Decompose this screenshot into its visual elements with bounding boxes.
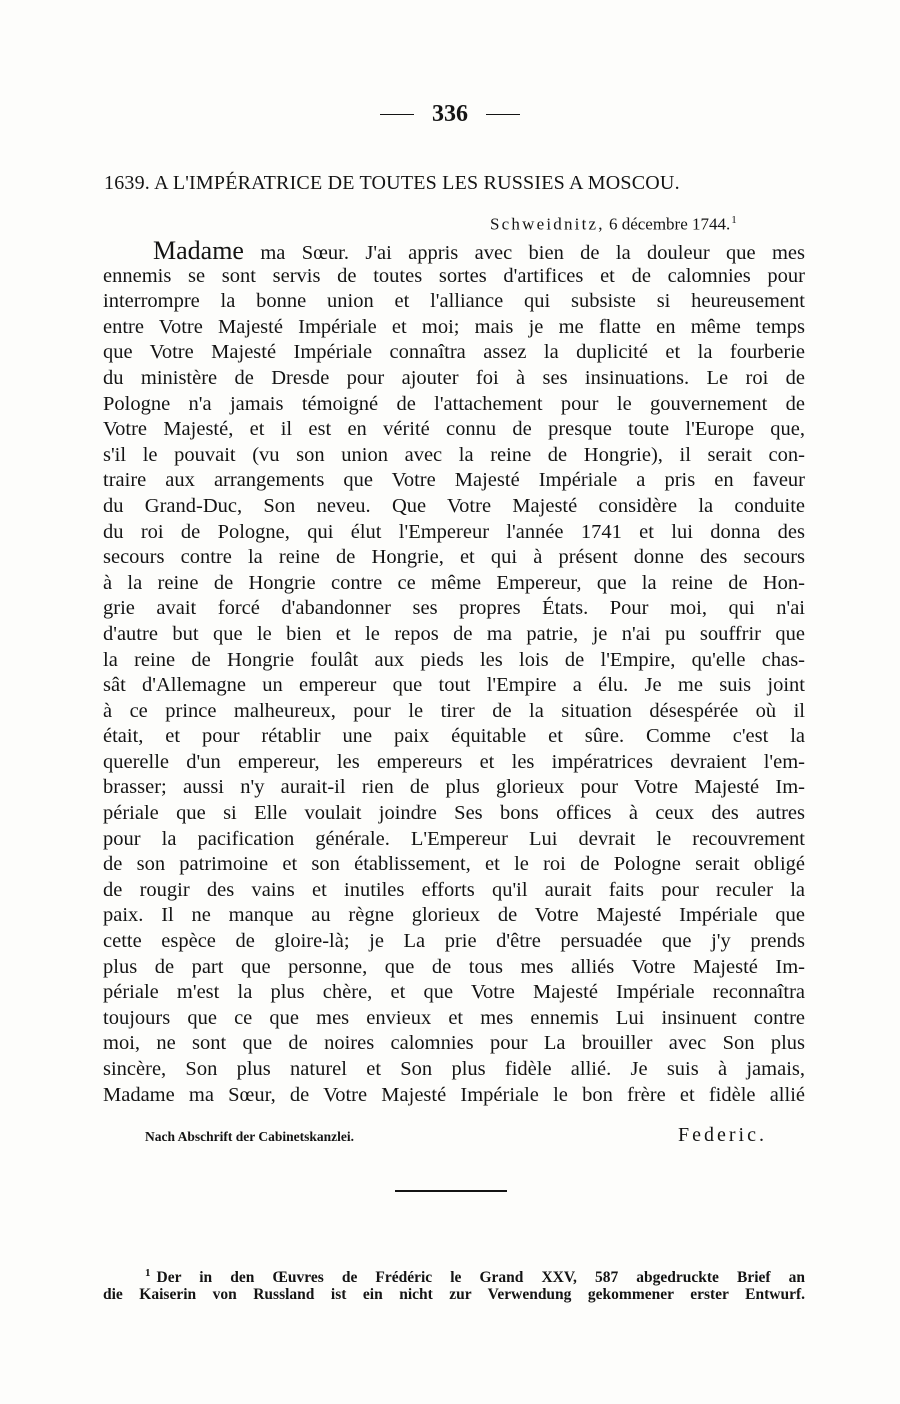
body-line: plus de part que personne, que de tous mes alliés Votre Majesté Im- (103, 955, 805, 978)
body-line: s'il le pouvait (vu son union avec la reine de Hongrie), il serait con- (103, 443, 805, 466)
body-line: grie avait forcé d'abandonner ses propres États. Pour moi, qui n'ai (103, 597, 805, 620)
body-line: la reine de Hongrie foulât aux pieds les lois de l'Empire, qu'elle chas- (103, 648, 805, 671)
body-line: que Votre Majesté Impériale connaîtra assez la duplicité et la fourberie (103, 341, 805, 364)
body-line: périale que si Elle voulait joindre Ses bons offices à ceux des autres (103, 802, 805, 825)
footnotes (103, 1263, 805, 1305)
letter-body (103, 238, 805, 1108)
page-header (0, 101, 900, 128)
body-line: de son patrimoine et son établissement, et le roi de Pologne serait obligé (103, 853, 805, 876)
header-dash-left (380, 114, 414, 116)
body-line: toujours que ce que mes envieux et mes ennemis Lui insinuent contre (103, 1006, 805, 1029)
footnote-separator (395, 1190, 507, 1192)
body-line: interrompre la bonne union et l'alliance qui subsiste si heureusement (103, 290, 805, 313)
footnote-mark: 1 (145, 1267, 151, 1279)
body-line: brasser; aussi n'y aurait-il rien de plus glorieux pour Votre Majesté Im- (103, 776, 805, 799)
body-line: pour la pacification générale. L'Empereur Lui devrait le recouvrement (103, 827, 805, 850)
body-line: Votre Majesté, et il est en vérité connu de presque toute l'Europe que, (103, 418, 805, 441)
body-line: entre Votre Majesté Impériale et moi; mais je me flatte en même temps (103, 315, 805, 338)
footnote-reference: 1 (731, 214, 737, 226)
body-line: cette espèce de gloire-là; je La prie d'être persuadée que j'y prends (103, 930, 805, 953)
body-line: du Grand-Duc, Son neveu. Que Votre Majesté considère la conduite (103, 494, 805, 517)
body-line: était, et pour rétablir une paix équitable et sûre. Comme c'est la (103, 725, 805, 748)
dateline (490, 214, 810, 235)
salutation-word: Madame (153, 236, 244, 265)
letter-title: 1639. A L'IMPÉRATRICE DE TOUTES LES RUSSIES A MOSCOU. (104, 172, 680, 194)
body-line: sincère, Son plus naturel et Son plus fidèle allié. Je suis à jamais, (103, 1058, 805, 1080)
header-dash-right (486, 114, 520, 116)
body-line: à ce prince malheureux, pour le tirer de la situation désespérée où il (103, 699, 805, 722)
footnote-line: $^1$ Der in den Œuvres de Frédéric le Grand XXV, 587 abgedruckte Brief an (145, 1267, 805, 1287)
body-line: d'autre but que le bien et le repos de ma patrie, je n'ai pu souffrir que (103, 622, 805, 645)
body-line: ennemis se sont servis de toutes sortes d'artifices et de calomnies pour (103, 264, 805, 287)
body-line: du ministère de Dresde pour ajouter foi à ses insinuations. Le roi de (103, 366, 805, 389)
body-line: Madame ma Sœur, de Votre Majesté Impériale le bon frère et fidèle allié (103, 1083, 805, 1106)
source-note: Nach Abschrift der Cabinetskanzlei. (145, 1129, 355, 1144)
body-line: moi, ne sont que de noires calomnies pour La brouiller avec Son plus (103, 1032, 805, 1055)
body-line: à la reine de Hongrie contre ce même Empereur, que la reine de Hon- (103, 571, 805, 594)
dateline-place: Schweidnitz, (490, 214, 605, 234)
body-line: secours contre la reine de Hongrie, et qui à présent donne des secours (103, 546, 805, 569)
dateline-date: 6 décembre 1744. (608, 214, 731, 234)
body-line: Pologne n'a jamais témoigné de l'attachement pour le gouvernement de (103, 392, 805, 415)
body-line: de rougir des vains et inutiles efforts qu'il aurait faits pour reculer la (103, 878, 805, 901)
body-line: périale m'est la plus chère, et que Votre Majesté Impériale reconnaîtra (103, 981, 805, 1004)
body-line: paix. Il ne manque au règne glorieux de Votre Majesté Impériale que (103, 904, 805, 927)
signature: Federic. (678, 1124, 767, 1146)
body-line: traire aux arrangements que Votre Majesté Impériale a pris en faveur (103, 469, 805, 492)
body-line: du roi de Pologne, qui élut l'Empereur l'année 1741 et lui donna des (103, 520, 805, 543)
body-line: querelle d'un empereur, les empereurs et les impératrices devraient l'em- (103, 750, 805, 773)
body-line: Madame ma Sœur. J'ai appris avec bien de la douleur que mes (153, 236, 805, 265)
page-number: 336 (432, 101, 468, 127)
body-line: sât d'Allemagne un empereur que tout l'Empire a élu. Je me suis joint (103, 674, 805, 697)
footnote-line: die Kaiserin von Russland ist ein nicht zur Verwendung gekommener erster Entwurf. (103, 1286, 805, 1303)
